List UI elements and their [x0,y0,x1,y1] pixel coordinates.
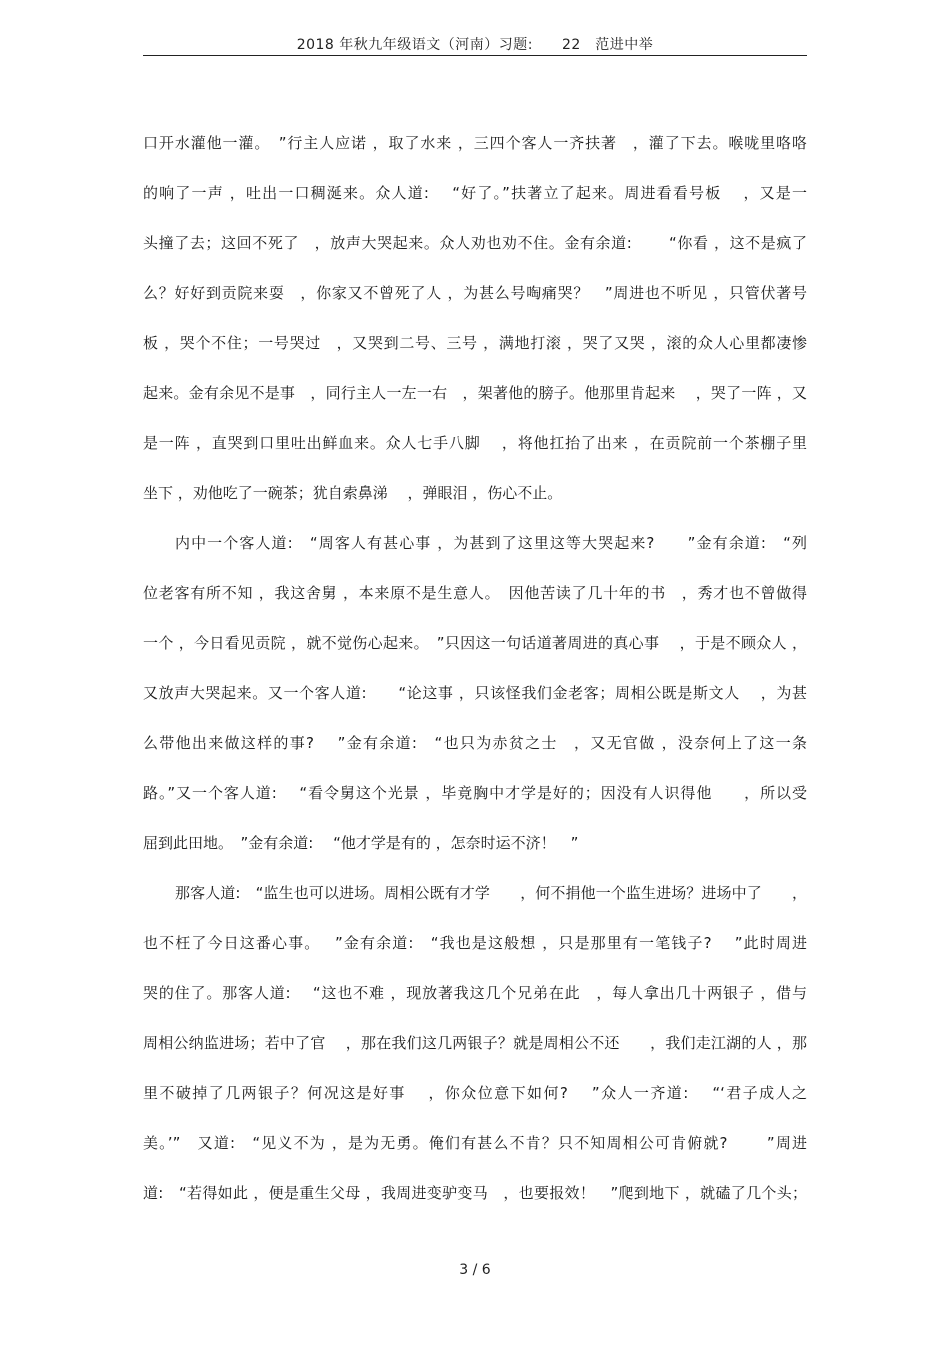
paragraph-first-line: 那客人道: “监生也可以进场。周相公既有才学 ，何不捐他一个监生进场？进场中了 ， [175,884,807,902]
document-body [143,128,807,1228]
text-line: 坐下 ，劝他吃了一碗茶；犹自索鼻涕 ，弹眼泪 ，伤心不止。 [143,484,563,502]
text-line: 周相公纳监进场；若中了官 ，那在我们这几两银子？就是周相公不还 ，我们走江湖的人 ，那 [143,1034,807,1052]
text-line: 么？好好到贡院来耍 ，你家又不曾死了人 ，为甚么号啕痛哭？ ”周进也不听见 ，只管伏著号 [143,284,807,302]
page-header: 2018 年秋九年级语文（河南）习题: 22 范进中举 [296,37,654,53]
text-line: 道: “若得如此 ，便是重生父母 ，我周进变驴变马 ，也要报效！ ”爬到地下 ，就磕了几个头； [143,1184,807,1202]
text-line: 也不枉了今日这番心事。 ”金有余道: “我也是这般想 ，只是那里有一笔钱子? ”此时周进 [143,934,807,952]
header-divider [143,55,807,56]
paragraph-first-line: 内中一个客人道: “周客人有甚心事 ，为甚到了这里这等大哭起来? ”金有余道: “列 [175,534,807,552]
text-line: 路。”又一个客人道: “看令舅这个光景 ，毕竟胸中才学是好的；因没有人识得他 ，所以受 [143,784,807,802]
text-line: 哭的住了。那客人道: “这也不难 ，现放著我这几个兄弟在此 ，每人拿出几十两银子 ，借与 [143,984,807,1002]
text-line: 又放声大哭起来。又一个客人道: “论这事 ，只该怪我们金老客；周相公既是斯文人 ，为甚 [143,684,807,702]
text-line: 起来。金有余见不是事 ，同行主人一左一右 ，架著他的膀子。他那里肯起来 ，哭了一阵 ，又 [143,384,807,402]
text-line: 美。’” 又道: “见义不为 ，是为无勇。俺们有甚么不肯？只不知周相公可肯俯就? ”周进 [143,1134,807,1152]
text-line: 的响了一声 ，吐出一口稠涎来。众人道: “好了。”扶著立了起来。周进看看号板 ，又是一 [143,184,807,202]
text-line: 是一阵 ，直哭到口里吐出鲜血来。众人七手八脚 ，将他扛抬了出来 ，在贡院前一个茶棚子里 [143,434,807,452]
text-line: 口开水灌他一灌。 ”行主人应诺 ，取了水来 ，三四个客人一齐扶著 ，灌了下去。喉咙里咯咯 [143,134,807,152]
text-line: 里不破掉了几两银子？何况这是好事 ，你众位意下如何? ”众人一齐道: “‘君子成人之 [143,1084,807,1102]
text-line: 头撞了去；这回不死了 ，放声大哭起来。众人劝也劝不住。金有余道: “你看 ，这不是疯了 [143,234,807,252]
text-line: 板 ，哭个不住；一号哭过 ，又哭到二号、三号 ，满地打滚 ，哭了又哭 ，滚的众人心里都凄惨 [143,334,807,352]
text-line: 么带他出来做这样的事? ”金有余道: “也只为赤贫之士 ，又无官做 ，没奈何上了这一条 [143,734,807,752]
text-line: 屈到此田地。 ”金有余道: “他才学是有的 ，怎奈时运不济！ ” [143,834,579,852]
text-line: 一个 ，今日看见贡院 ，就不觉伤心起来。 ”只因这一句话道著周进的真心事 ，于是不顾众人 ， [143,634,807,652]
page-number: 3 / 6 [459,1262,491,1278]
text-line: 位老客有所不知 ，我这舍舅 ，本来原不是生意人。 因他苦读了几十年的书 ，秀才也不曾做得 [143,584,807,602]
